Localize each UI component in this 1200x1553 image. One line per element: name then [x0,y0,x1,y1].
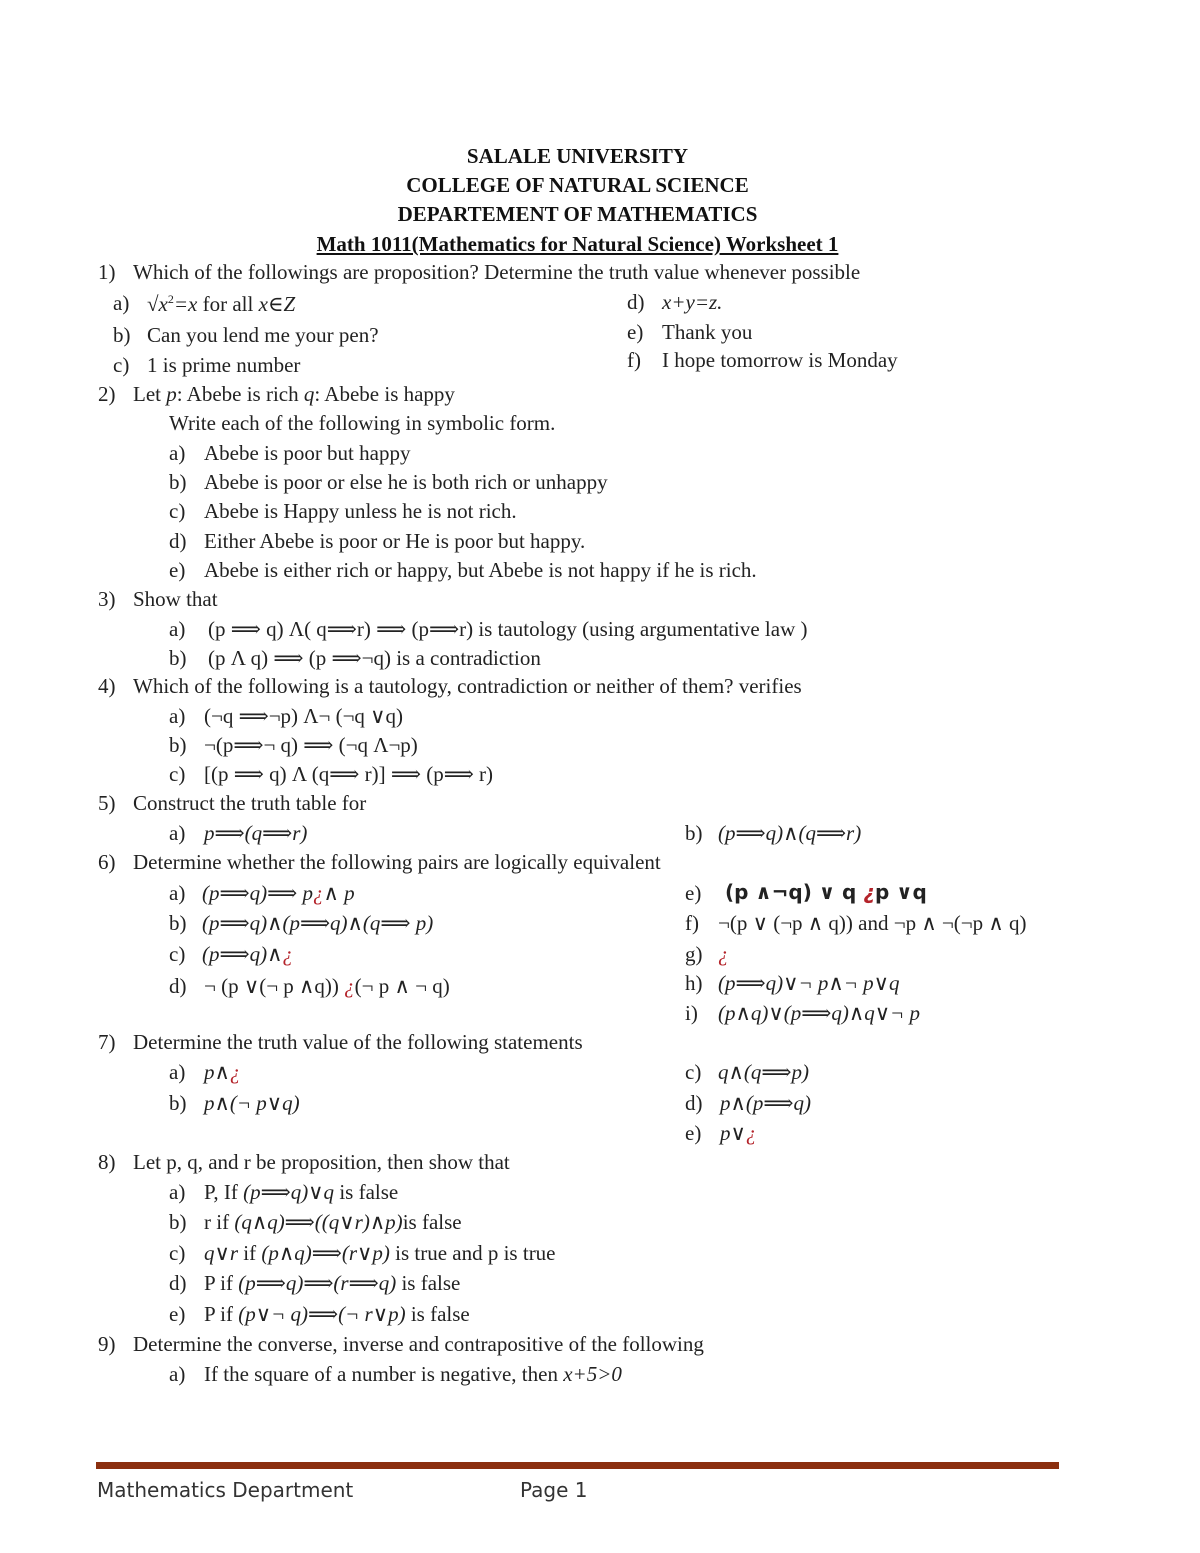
q6-f-text: ¬(p ∨ (¬p ∧ q)) and ¬p ∧ ¬(¬p ∧ q) [718,911,1027,935]
footer-rule [96,1462,1059,1469]
q8-b-label: b) [169,1210,187,1234]
q6-a-text: (p⟹q)⟹ p¿∧ p [202,881,355,905]
q4-text: Which of the following is a tautology, contradiction or neither of them? verifies [133,674,802,698]
q7-b-text: p∧(¬ p∨q) [204,1091,300,1115]
q3-a-label: a) [169,617,186,641]
q2-b-text: Abebe is poor or else he is both rich or unhappy [204,470,608,494]
q1-b-label: b) [113,323,131,347]
department-name: DEPARTEMENT OF MATHEMATICS [397,202,758,226]
q7-d-label: d) [685,1091,703,1115]
q2-d-label: d) [169,529,187,553]
college-name: COLLEGE OF NATURAL SCIENCE [406,173,749,197]
q5-a-text: p⟹(q⟹r) [204,821,308,845]
q9-a-text: If the square of a number is negative, then x+5>0 [204,1362,622,1386]
q2-intro: Write each of the following in symbolic form. [169,411,556,435]
q1-a-label: a) [113,291,130,315]
q1-e-label: e) [627,320,644,344]
q8-c-text: q∨r if (p∧q)⟹(r∨p) is true and p is true [204,1241,556,1265]
q6-b-text: (p⟹q)∧(p⟹q)∧(q⟹ p) [202,911,434,935]
q6-b-label: b) [169,911,187,935]
q1-number: 1) [98,260,116,284]
q1-b-text: Can you lend me your pen? [147,323,379,347]
q8-a-label: a) [169,1180,186,1204]
q1-c-text: 1 is prime number [147,353,301,377]
q9-text: Determine the converse, inverse and contrapositive of the following [133,1332,704,1356]
q6-i-label: i) [685,1001,698,1025]
q3-number: 3) [98,587,116,611]
q8-d-label: d) [169,1271,187,1295]
q6-c-label: c) [169,942,186,966]
q1-text: Which of the followings are proposition? Determine the truth value whenever possible [133,260,861,284]
q6-d-label: d) [169,974,187,998]
q6-number: 6) [98,850,116,874]
q1-d-text: x+y=z. [662,290,723,314]
q1-f-text: I hope tomorrow is Monday [662,348,898,372]
q6-i-text: (p∧q)∨(p⟹q)∧q∨¬ p [718,1001,920,1025]
q2-b-label: b) [169,470,187,494]
q1-f-label: f) [627,348,641,372]
q6-f-label: f) [685,911,699,935]
q6-e-text: (p ∧¬q) ∨ q ¿p ∨q [725,880,927,904]
university-name: SALALE UNIVERSITY [466,144,689,168]
q8-d-text: P if (p⟹q)⟹(r⟹q) is false [204,1271,461,1295]
q5-text: Construct the truth table for [133,791,367,815]
q6-h-label: h) [685,971,703,995]
q4-b-label: b) [169,733,187,757]
q7-d-text: p∧(p⟹q) [720,1091,811,1115]
q6-g-label: g) [685,942,703,966]
q3-text: Show that [133,587,218,611]
q2-number: 2) [98,382,116,406]
q8-c-label: c) [169,1241,186,1265]
q8-a-text: P, If (p⟹q)∨q is false [204,1180,399,1204]
q7-c-label: c) [685,1060,702,1084]
worksheet-title: Math 1011(Mathematics for Natural Science) Worksheet 1 [316,232,839,256]
q3-a-text: (p ⟹ q) Λ( q⟹r) ⟹ (p⟹r) is tautology (using argumentative law ) [208,617,808,641]
q4-b-text: ¬(p⟹¬ q) ⟹ (¬q Λ¬p) [204,733,418,757]
q5-b-label: b) [685,821,703,845]
q5-a-label: a) [169,821,186,845]
q3-b-text: (p Λ q) ⟹ (p ⟹¬q) is a contradiction [208,646,541,670]
q9-a-label: a) [169,1362,186,1386]
q4-c-text: [(p ⟹ q) Λ (q⟹ r)] ⟹ (p⟹ r) [204,762,494,786]
q6-a-label: a) [169,881,186,905]
q1-d-label: d) [627,290,645,314]
q9-number: 9) [98,1332,116,1356]
q3-b-label: b) [169,646,187,670]
q7-a-text: p∧¿ [204,1060,241,1084]
q2-a-text: Abebe is poor but happy [204,441,411,465]
q6-g-text: ¿ [718,942,729,966]
q6-h-text: (p⟹q)∨¬ p∧¬ p∨q [718,971,900,995]
q8-e-text: P if (p∨¬ q)⟹(¬ r∨p) is false [204,1302,470,1326]
q4-a-text: (¬q ⟹¬p) Λ¬ (¬q ∨q) [204,704,404,728]
footer-page-number: Page 1 [520,1478,588,1502]
q6-text: Determine whether the following pairs are logically equivalent [133,850,661,874]
q1-c-label: c) [113,353,130,377]
q4-number: 4) [98,674,116,698]
q2-a-label: a) [169,441,186,465]
q6-c-text: (p⟹q)∧¿ [202,942,293,966]
q5-number: 5) [98,791,116,815]
q8-text: Let p, q, and r be proposition, then show that [133,1150,510,1174]
q7-number: 7) [98,1030,116,1054]
q7-b-label: b) [169,1091,187,1115]
q2-d-text: Either Abebe is poor or He is poor but happy. [204,529,586,553]
q7-text: Determine the truth value of the following statements [133,1030,583,1054]
q2-e-text: Abebe is either rich or happy, but Abebe is not happy if he is rich. [204,558,757,582]
q7-c-text: q∧(q⟹p) [718,1060,809,1084]
footer-department: Mathematics Department [97,1478,354,1502]
q6-e-label: e) [685,881,702,905]
q1-e-text: Thank you [662,320,753,344]
q2-c-label: c) [169,499,186,523]
q7-e-text: p∨¿ [720,1121,757,1145]
q7-e-label: e) [685,1121,702,1145]
q8-e-label: e) [169,1302,186,1326]
q8-b-text: r if (q∧q)⟹((q∨r)∧p)is false [204,1210,462,1234]
q7-a-label: a) [169,1060,186,1084]
q2-e-label: e) [169,558,186,582]
q6-d-text: ¬ (p ∨(¬ p ∧q)) ¿(¬ p ∧ ¬ q) [204,974,450,998]
q2-c-text: Abebe is Happy unless he is not rich. [204,499,517,523]
q4-c-label: c) [169,762,186,786]
q4-a-label: a) [169,704,186,728]
q1-a-text: $√x^2=x$ for all x∈Z [147,292,296,316]
q2-text: Let p: Abebe is rich q: Abebe is happy [133,382,455,406]
q8-number: 8) [98,1150,116,1174]
q5-b-text: (p⟹q)∧(q⟹r) [718,821,862,845]
